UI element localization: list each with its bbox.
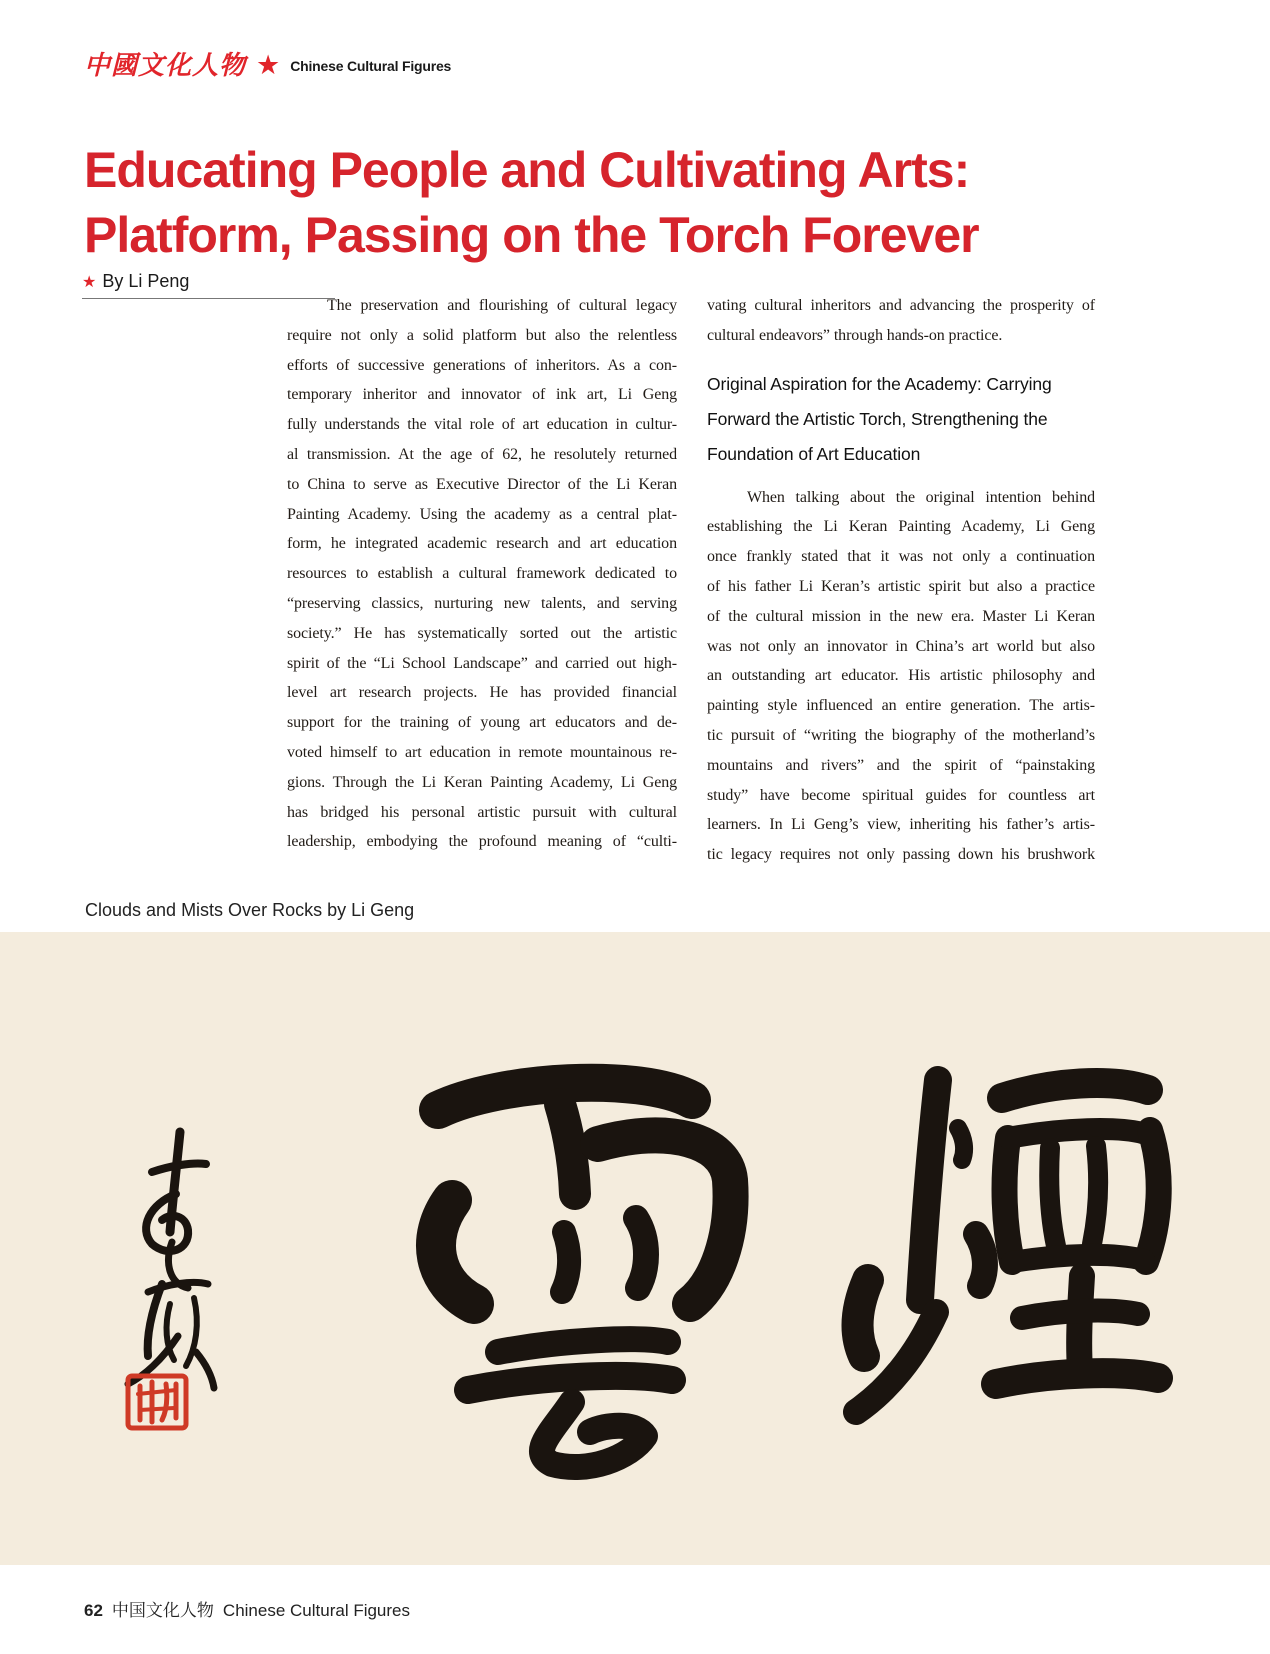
body-line: tic pursuit of “writing the biography of the motherland’s (707, 726, 1095, 744)
artwork-caption: Clouds and Mists Over Rocks by Li Geng (85, 900, 415, 920)
body-line: voted himself to art education in remote mountainous re- (287, 743, 677, 761)
article-title-line2: Platform, Passing on the Torch Forever (84, 207, 979, 263)
page-number: 62 (84, 1601, 103, 1620)
body-line: gions. Through the Li Keran Painting Academy, Li Geng (287, 773, 677, 791)
body-line: level art research projects. He has provided financial (287, 684, 677, 702)
masthead (84, 52, 451, 79)
body-column-left (287, 291, 677, 857)
body-line: an outstanding art educator. His artistic philosophy and (707, 667, 1095, 685)
body-line: leadership, embodying the profound meaning of “culti- (287, 833, 677, 851)
artist-seal (128, 1376, 186, 1428)
body-line: once frankly stated that it was not only a continuation (707, 548, 1095, 566)
body-line: resources to establish a cultural framework dedicated to (287, 565, 677, 583)
subheading-lines (707, 367, 1095, 472)
star-icon: ★ (256, 50, 281, 81)
artwork-image (0, 932, 1270, 1565)
body-line: al transmission. At the age of 62, he resolutely returned (287, 445, 677, 463)
subheading-line: Forward the Artistic Torch, Strengthening the (707, 408, 1048, 429)
body-line: society.” He has systematically sorted out the artistic (287, 624, 677, 642)
article-title-line1: Educating People and Cultivating Arts: (84, 142, 970, 198)
body-line: study” have become spiritual guides for countless art (707, 786, 1095, 804)
body-line: to China to serve as Executive Director of the Li Keran (287, 475, 677, 493)
body-line: mountains and rivers” and the spirit of “painstaking (707, 756, 1095, 774)
footer-brand-english: Chinese Cultural Figures (222, 1601, 411, 1620)
body-line: support for the training of young art educators and de- (287, 714, 677, 732)
artist-signature (128, 1132, 214, 1388)
body-line: painting style influenced an entire generation. The artis- (707, 697, 1095, 715)
body-line: learners. In Li Geng’s view, inheriting his father’s artis- (707, 816, 1095, 834)
calligraphy-artwork (0, 932, 1270, 1565)
byline-star-icon: ★ (82, 272, 97, 291)
footer-brand-chinese: 中国文化人物 (111, 1601, 214, 1621)
subheading-line: Foundation of Art Education (707, 443, 921, 464)
section-subheading (707, 367, 1095, 472)
right-column-intro (707, 291, 1095, 351)
body-line: was not only an innovator in China’s art world but also (707, 637, 1095, 655)
left-column-paragraph (287, 291, 677, 857)
body-line: tic legacy requires not only passing down his brushwork (707, 846, 1095, 864)
body-column-right (707, 291, 1095, 870)
calligraphy-character-yan (856, 1080, 1159, 1412)
body-line: of his father Li Keran’s artistic spirit but also a practice (707, 577, 1095, 595)
body-line: vating cultural inheritors and advancing the prosperity of (707, 297, 1095, 314)
body-line: fully understands the vital role of art education in cultur- (287, 416, 677, 434)
byline-text: By Li Peng (102, 271, 190, 291)
chinese-logo-calligraphy: 中國文化人物 (84, 50, 247, 81)
body-line: efforts of successive generations of inheritors. As a con- (287, 356, 677, 374)
body-line: spirit of the “Li School Landscape” and carried out high- (287, 654, 677, 672)
body-line: When talking about the original intention behind (747, 488, 1095, 506)
calligraphy-character-yun (436, 1083, 731, 1467)
body-line: of the cultural mission in the new era. Master Li Keran (707, 607, 1095, 625)
body-line: has bridged his personal artistic pursuit with cultural (287, 803, 677, 821)
right-column-paragraph (707, 483, 1095, 870)
body-line: require not only a solid platform but also the relentless (287, 326, 677, 344)
body-line: form, he integrated academic research and art education (287, 535, 677, 553)
page-footer (84, 1596, 410, 1621)
body-line: establishing the Li Keran Painting Academy, Li Geng (707, 518, 1095, 536)
subheading-line: Original Aspiration for the Academy: Carrying (707, 373, 1052, 394)
body-line: The preservation and flourishing of cultural legacy (327, 297, 677, 314)
body-line: cultural endeavors” through hands-on practice. (707, 326, 1003, 344)
masthead-english-title: Chinese Cultural Figures (290, 57, 452, 74)
article-title (84, 138, 979, 268)
body-line: Painting Academy. Using the academy as a central plat- (287, 505, 677, 523)
body-line: “preserving classics, nurturing new talents, and serving (287, 594, 677, 612)
body-line: temporary inheritor and innovator of ink art, Li Geng (287, 386, 677, 404)
